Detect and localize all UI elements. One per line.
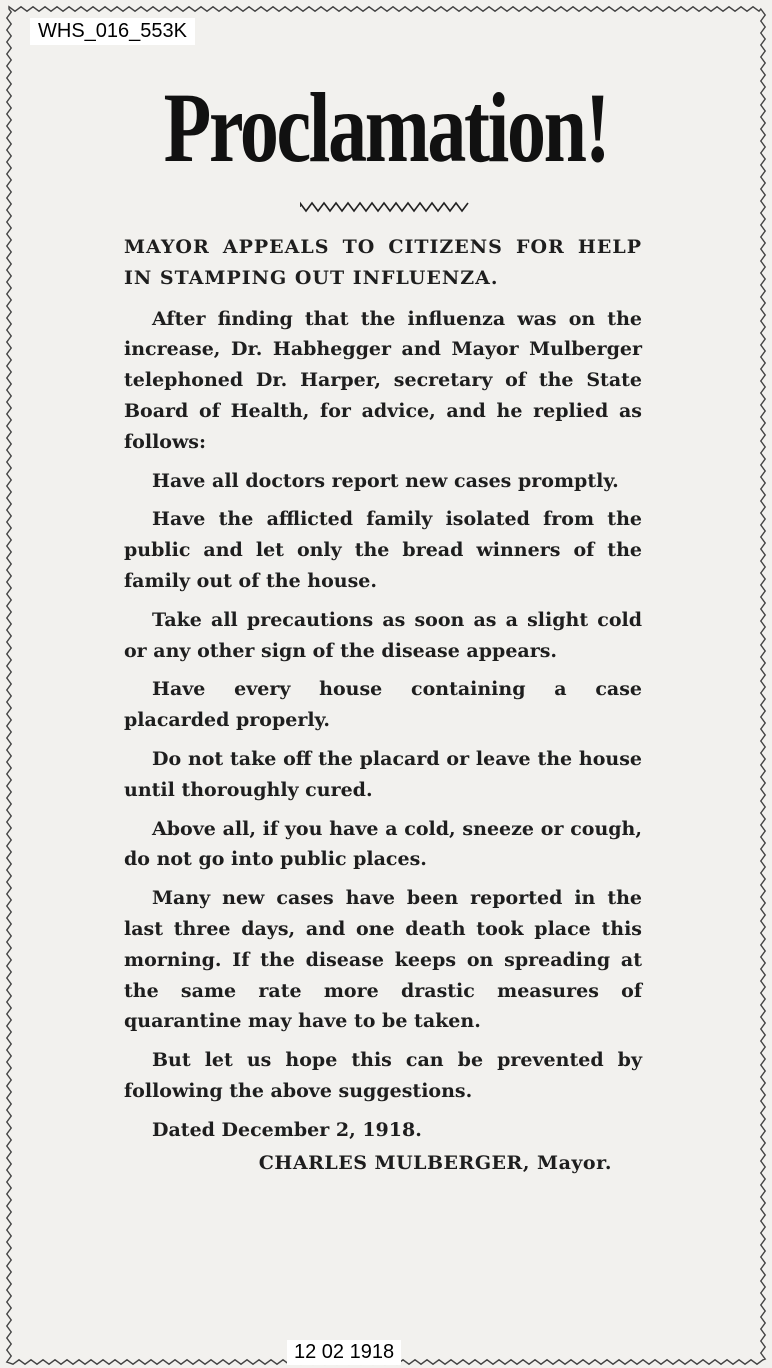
paragraph-intro: After finding that the influenza was on the increase, Dr. Habhegger and Mayor Mulberger telephoned Dr. Harper, secretary of the State Board of Health, for advice, and he replied as follows: — [124, 307, 642, 453]
paragraph-report-cases: Have all doctors report new cases promptly. — [152, 469, 619, 492]
paragraph-hope: But let us hope this can be prevented by following the above suggestions. — [124, 1049, 642, 1102]
dated-line: Dated December 2, 1918. — [152, 1118, 422, 1141]
title-squiggle-divider — [300, 200, 472, 214]
reference-id-label: WHS_016_553K — [30, 18, 195, 45]
paragraph-keep-placard: Do not take off the placard or leave the house until thoroughly cured. — [124, 747, 642, 801]
headline: MAYOR APPEALS TO CITIZENS FOR HELP IN STAMPING OUT INFLUENZA. — [124, 236, 642, 289]
paragraph-isolate-family: Have the afflicted family isolated from the public and let only the bread winners of the family out of the house. — [124, 508, 642, 592]
date-stamp-label: 12 02 1918 — [287, 1340, 401, 1365]
proclamation-article — [124, 232, 642, 1178]
mayor-signature: CHARLES MULBERGER, Mayor. — [258, 1151, 612, 1174]
paragraph-avoid-public: Above all, if you have a cold, sneeze or cough, do not go into public places. — [124, 817, 642, 871]
paragraph-precautions: Take all precautions as soon as a slight cold or any other sign of the disease appears. — [124, 608, 642, 662]
paragraph-placard: Have every house containing a case placarded properly. — [124, 678, 642, 732]
paragraph-new-cases: Many new cases have been reported in the last three days, and one death took place this morning. If the disease keeps on spreading at the same rate more drastic measures of quarantine may have to be taken. — [124, 887, 642, 1033]
proclamation-title: Proclamation! — [163, 72, 609, 183]
